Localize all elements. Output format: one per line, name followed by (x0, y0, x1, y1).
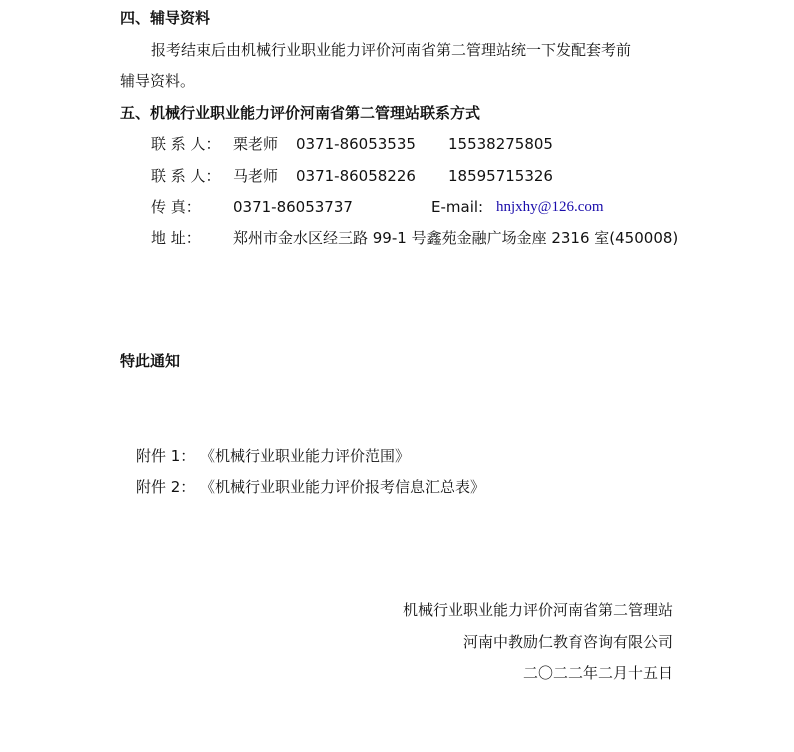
fax-number: 0371-86053737 (233, 198, 353, 216)
notice-text: 特此通知 (120, 352, 181, 370)
contact-mobile: 18595715326 (448, 167, 553, 185)
contact-label: 联 系 人： (151, 167, 221, 185)
contact-name: 栗老师 (233, 135, 279, 153)
section-4-heading: 四、辅导资料 (120, 9, 211, 27)
section-5-heading: 五、机械行业职业能力评价河南省第二管理站联系方式 (120, 104, 481, 122)
signature-date: 二〇二二年二月十五日 (522, 664, 673, 682)
section-4-paragraph-line-1: 报考结束后由机械行业职业能力评价河南省第二管理站统一下发配套考前 (151, 41, 632, 59)
attachment-title: 《机械行业职业能力评价报考信息汇总表》 (200, 478, 486, 496)
email-link[interactable]: hnjxhy@126.com (496, 199, 604, 215)
address-value: 郑州市金水区经三路 99-1 号鑫苑金融广场金座 2316 室(450008) (233, 229, 679, 247)
attachment-label: 附件 1： (136, 447, 196, 465)
address-label: 地 址： (151, 229, 201, 247)
attachment-label: 附件 2： (136, 478, 196, 496)
section-4-paragraph-line-2: 辅导资料。 (120, 72, 196, 90)
contact-mobile: 15538275805 (448, 135, 553, 153)
email-label: E-mail: (431, 198, 484, 216)
contact-label: 联 系 人： (151, 135, 221, 153)
attachment-title: 《机械行业职业能力评价范围》 (200, 447, 411, 465)
contact-phone: 0371-86053535 (296, 135, 416, 153)
fax-label: 传 真： (151, 198, 201, 216)
contact-name: 马老师 (233, 167, 279, 185)
contact-phone: 0371-86058226 (296, 167, 416, 185)
signature-org-2: 河南中教励仁教育咨询有限公司 (462, 633, 673, 651)
signature-org-1: 机械行业职业能力评价河南省第二管理站 (402, 601, 673, 619)
